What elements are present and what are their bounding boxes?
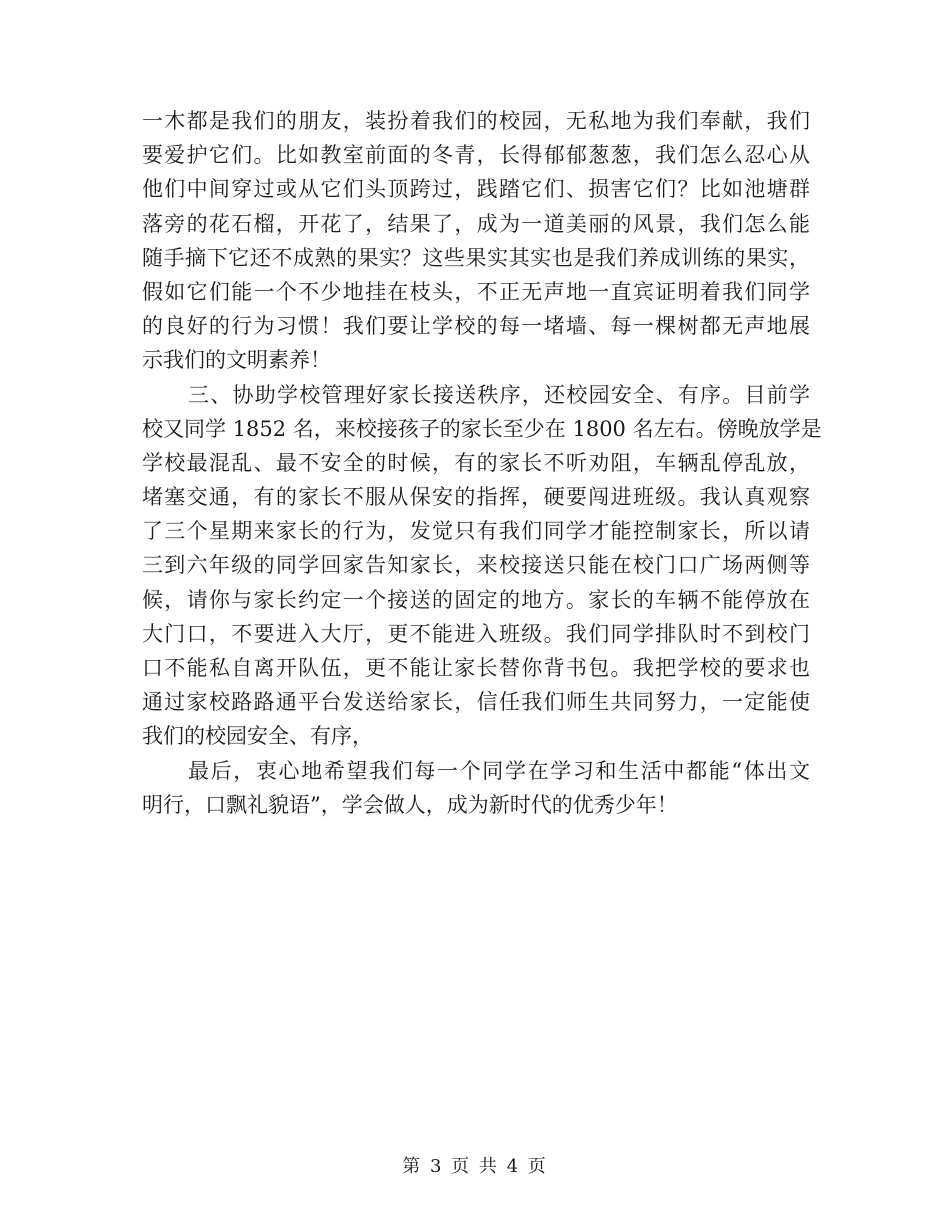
document-body xyxy=(142,104,822,822)
text-line: 示我们的文明素养！ xyxy=(142,348,331,373)
text-line: 口不能私自离开队伍，更不能让家长替你背书包。我把学校的要求也 xyxy=(142,656,810,680)
text-line: 随手摘下它还不成熟的果实？这些果实其实也是我们养成训练的果实， xyxy=(142,245,810,270)
text-line: 落旁的花石榴，开花了，结果了，成为一道美丽的风景，我们怎么能 xyxy=(142,211,810,236)
text-line: 校又同学 1852 名，来校接孩子的家长至少在 1800 名左右。傍晚放学是 xyxy=(142,416,822,441)
text-line: 大门口，不要进入大厅，更不能进入班级。我们同学排队时不到校门 xyxy=(142,621,810,646)
text-line: 一木都是我们的朋友，装扮着我们的校园，无私地为我们奉献，我们 xyxy=(142,109,810,133)
text-line: 三到六年级的同学回家告知家长，来校接送只能在校门口广场两侧等 xyxy=(142,553,810,578)
page-number: 第 3 页 共 4 页 xyxy=(402,1156,548,1177)
text-line: 候，请你与家长约定一个接送的固定的地方。家长的车辆不能停放在 xyxy=(142,587,810,612)
paragraph-first-line: 最后，衷心地希望我们每一个同学在学习和生活中都能“体出文 xyxy=(188,758,810,783)
text-line: 通过家校路路通平台发送给家长，信任我们师生共同努力，一定能使 xyxy=(142,690,810,715)
paragraph-first-line: 三、协助学校管理好家长接送秩序，还校园安全、有序。目前学 xyxy=(188,382,810,407)
text-line: 堵塞交通，有的家长不服从保安的指挥，硬要闯进班级。我认真观察 xyxy=(142,485,810,510)
text-line: 的良好的行为习惯！我们要让学校的每一堵墙、每一棵树都无声地展 xyxy=(142,314,810,339)
text-line: 明行，口飘礼貌语”，学会做人，成为新时代的优秀少年！ xyxy=(142,792,678,817)
text-line: 我们的校园安全、有序， xyxy=(142,724,373,749)
text-line: 假如它们能一个不少地挂在枝头，不正无声地一直宾证明着我们同学 xyxy=(142,279,810,304)
text-line: 了三个星期来家长的行为，发觉只有我们同学才能控制家长，所以请 xyxy=(142,519,810,544)
text-line: 学校最混乱、最不安全的时候，有的家长不听劝阻，车辆乱停乱放， xyxy=(142,450,810,475)
text-line: 要爱护它们。比如教室前面的冬青，长得郁郁葱葱，我们怎么忍心从 xyxy=(142,143,810,168)
text-line: 他们中间穿过或从它们头顶跨过，践踏它们、损害它们？比如池塘群 xyxy=(142,177,810,202)
